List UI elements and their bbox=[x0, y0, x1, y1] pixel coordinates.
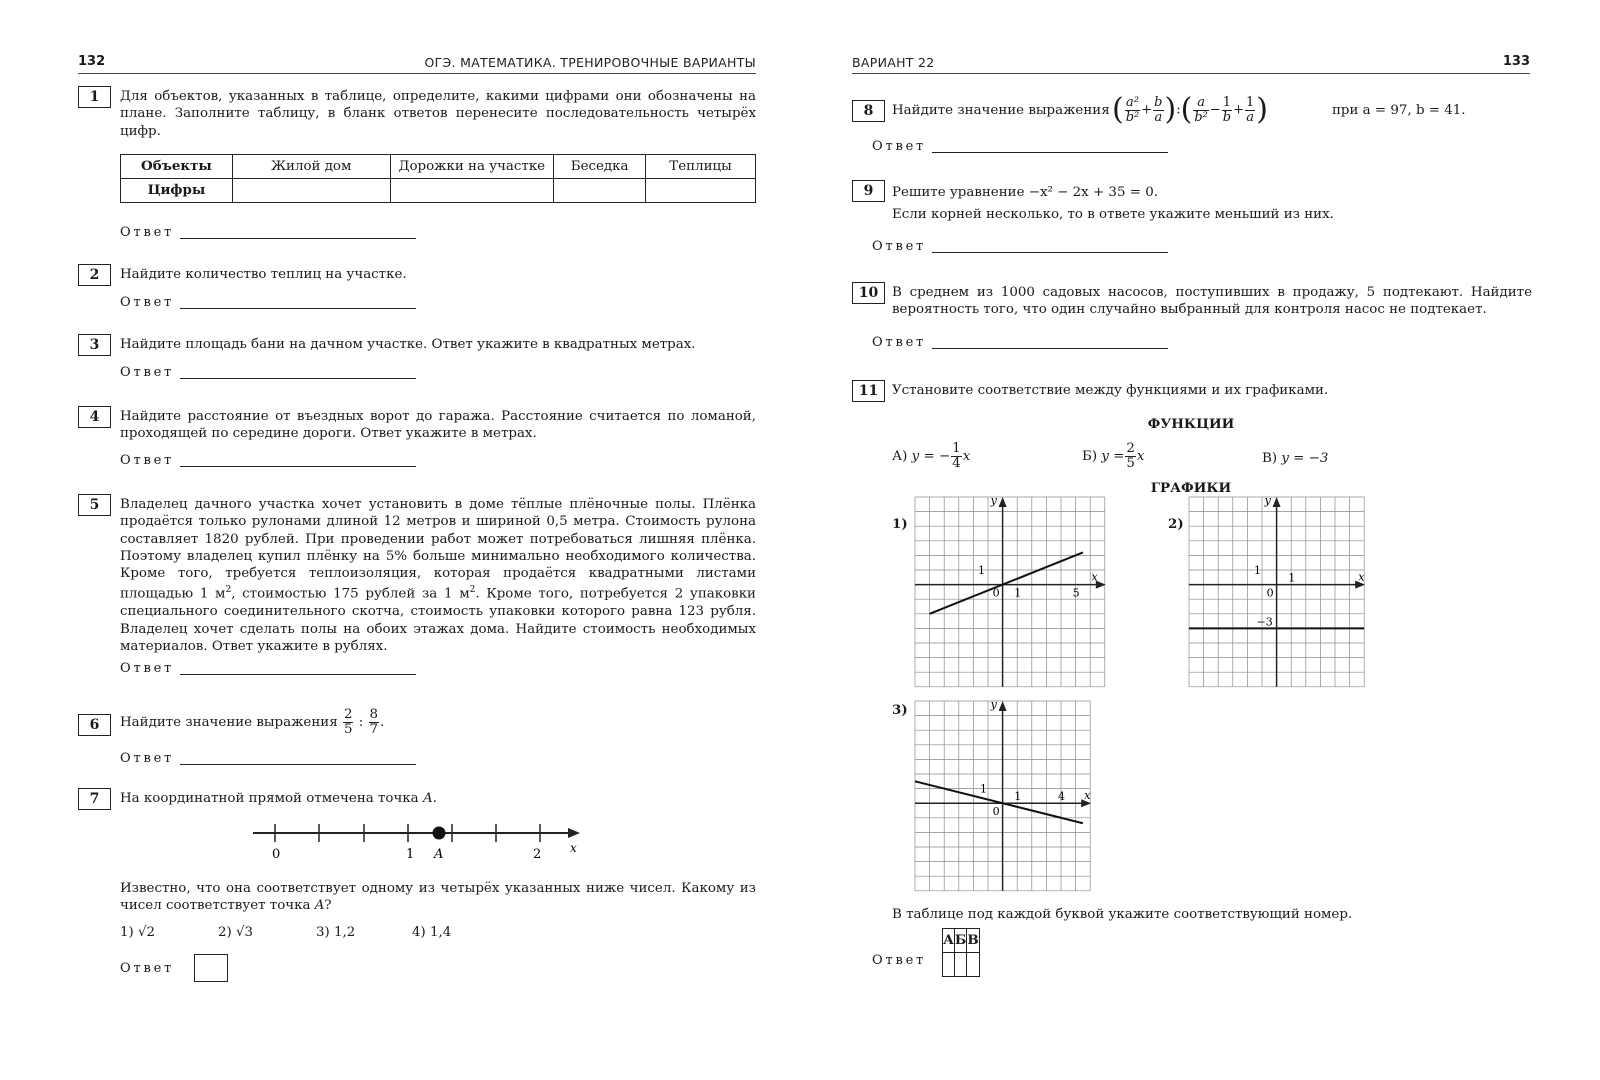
table-head: В bbox=[967, 929, 979, 953]
label-zero: 0 bbox=[992, 586, 1000, 600]
right-page bbox=[800, 0, 1600, 1080]
tick-label: 2 bbox=[533, 847, 542, 862]
graph-label: 3) bbox=[892, 702, 908, 718]
graph-label: 2) bbox=[1168, 516, 1184, 532]
answer-label: Ответ bbox=[120, 751, 175, 766]
tick-label: 1 bbox=[406, 847, 415, 862]
option[interactable]: 2) √3 bbox=[218, 925, 254, 940]
page-number: 132 bbox=[78, 54, 106, 69]
answer-line[interactable] bbox=[180, 466, 416, 467]
label-four: 4 bbox=[1058, 790, 1065, 804]
task-number: 6 bbox=[78, 714, 111, 736]
label-zero: 0 bbox=[992, 805, 1000, 819]
function-a: А) y = − $\frac{1}{4}$ x bbox=[892, 441, 971, 471]
task-text: Найдите площадь бани на дачном участке. Ответ укажите в квадратных метрах. bbox=[120, 337, 696, 352]
answer-label: Ответ bbox=[872, 239, 927, 254]
point-a bbox=[433, 827, 446, 840]
label-zero: 0 bbox=[1266, 586, 1274, 600]
label-x: x bbox=[1091, 570, 1098, 584]
table-cell: Дорожки на участке bbox=[390, 155, 554, 179]
fraction: $\frac{8}{7}$ bbox=[369, 707, 379, 737]
answer-label: Ответ bbox=[872, 335, 927, 350]
table-cell: Цифры bbox=[121, 179, 233, 203]
label-five: 5 bbox=[1072, 586, 1080, 600]
answer-line[interactable] bbox=[180, 764, 416, 765]
task-text: Найдите количество теплиц на участке. bbox=[120, 267, 407, 282]
functions-title: ФУНКЦИИ bbox=[1147, 416, 1235, 432]
task-text: Владелец дачного участка хочет установить в доме тёплые плёночные полы. Плёнка продаётся только рулонами длиной 12 метров и шириной 0,5 метра. Стоимость рулона составляет 1820 рублей. При проведении работ может потребоваться лишняя плёнка. Поэтому владелец купил плёнку на 5% больше минимально необходимого количества. Кроме того, требуется теплоизоляция, которая продаётся квадратными листами площадью 1 $м^2$, стоимостью 175 рублей за 1 $м^2$. Кроме того, потребуется 2 упаковки специального соединительного скотча, стоимость упаковки которого равна 123 рубля. Владелец хочет сделать полы на обоих этажах дома. Найдите стоимость необходимых материалов. Ответ укажите в рублях. bbox=[120, 497, 756, 654]
task-number: 5 bbox=[78, 494, 111, 516]
task-text: На координатной прямой отмечена точка A. bbox=[120, 791, 437, 806]
task-text: В среднем из 1000 садовых насосов, поступивших в продажу, 5 подтекают. Найдите вероятность того, что один случайно выбранный для контроля насос не подтекает. bbox=[892, 285, 1532, 318]
label-minus-three: −3 bbox=[1256, 615, 1273, 629]
label-one-x: 1 bbox=[1014, 790, 1022, 804]
y-arrow bbox=[999, 497, 1007, 507]
label-y: y bbox=[990, 496, 997, 507]
answer-line[interactable] bbox=[180, 238, 416, 239]
label-y: y bbox=[1264, 496, 1271, 507]
answer-box[interactable] bbox=[194, 954, 228, 982]
label-one-x: 1 bbox=[1288, 571, 1296, 585]
fraction: $\frac{2}{5}$ bbox=[343, 707, 353, 737]
task-text: Найдите значение выражения ( $\frac{\text{a²}}{\text{b²}}$ + $\frac{b}{a}$ ):( $\frac{a}{\text{b²}}$ − $\frac{1}{b}$ + $\frac{1}{a}$ ) при a = 97, b = 41. bbox=[892, 90, 1532, 130]
answer-cell[interactable] bbox=[954, 953, 966, 977]
task-text: Решите уравнение −x² − 2x + 35 = 0. bbox=[892, 185, 1158, 200]
task-text-2: Известно, что она соответствует одному из четырёх указанных ниже чисел. Какому из чисел соответствует точка A? bbox=[120, 881, 756, 914]
task-text: Найдите значение выражения $\frac{2}{5}$ : $\frac{8}{7}$ . bbox=[120, 707, 385, 737]
label-x: x bbox=[1358, 570, 1365, 584]
tick-label: 0 bbox=[272, 847, 281, 862]
answer-label: Ответ bbox=[120, 661, 175, 676]
answer-label: Ответ bbox=[872, 953, 927, 968]
graph-label: 1) bbox=[892, 516, 908, 532]
left-running-head bbox=[78, 52, 756, 74]
label-one-y: 1 bbox=[978, 564, 985, 577]
table-cell: Объекты bbox=[121, 155, 233, 179]
task-text: Установите соответствие между функциями и их графиками. bbox=[892, 383, 1329, 398]
running-title: ВАРИАНТ 22 bbox=[852, 55, 935, 70]
label-x: x bbox=[1084, 789, 1091, 803]
graph-1 bbox=[914, 496, 1110, 688]
graph-3 bbox=[914, 700, 1094, 892]
task-number: 3 bbox=[78, 334, 111, 356]
answer-cell[interactable] bbox=[232, 179, 390, 203]
task-number: 11 bbox=[852, 380, 885, 402]
axis-label: x bbox=[570, 841, 577, 855]
task-number: 10 bbox=[852, 282, 885, 304]
table-cell: Беседка bbox=[554, 155, 646, 179]
task-number: 2 bbox=[78, 264, 111, 286]
label-one-y: 1 bbox=[980, 782, 987, 796]
task-text: Найдите расстояние от въездных ворот до гаража. Расстояние считается по ломаной, проходящей по середине дороги. Ответ укажите в метрах. bbox=[120, 409, 756, 442]
answer-line[interactable] bbox=[932, 348, 1168, 349]
point-label: A bbox=[434, 847, 444, 862]
y-arrow bbox=[1273, 497, 1281, 507]
table-cell: Теплицы bbox=[646, 155, 756, 179]
answer-line[interactable] bbox=[932, 152, 1168, 153]
task-number: 4 bbox=[78, 406, 111, 428]
task-number: 8 bbox=[852, 100, 885, 122]
label-y: y bbox=[990, 700, 997, 711]
task-note: В таблице под каждой буквой укажите соответствующий номер. bbox=[892, 907, 1353, 922]
number-line bbox=[248, 816, 588, 864]
label-one-x: 1 bbox=[1014, 586, 1022, 600]
answer-cell[interactable] bbox=[554, 179, 646, 203]
task-number: 7 bbox=[78, 788, 111, 810]
task-text: Для объектов, указанных в таблице, определите, какими цифрами они обозначены на плане. Заполните таблицу, в бланк ответов перенесите последовательность четырёх цифр. bbox=[120, 89, 756, 139]
answer-table bbox=[942, 928, 980, 977]
objects-table bbox=[120, 154, 756, 203]
task-number: 1 bbox=[78, 86, 111, 108]
table-cell: Жилой дом bbox=[232, 155, 390, 179]
expression: ( $\frac{\text{a²}}{\text{b²}}$ + $\frac{b}{a}$ ):( $\frac{a}{\text{b²}}$ − $\frac{1}{b}$ + $\frac{1}{a}$ ) bbox=[1112, 92, 1269, 127]
answer-cell[interactable] bbox=[390, 179, 554, 203]
graph-2 bbox=[1188, 496, 1368, 688]
answer-label: Ответ bbox=[120, 961, 175, 976]
answer-label: Ответ bbox=[120, 225, 175, 240]
option[interactable]: 1) √2 bbox=[120, 925, 156, 940]
right-running-head bbox=[852, 52, 1530, 74]
page-number: 133 bbox=[1502, 54, 1530, 69]
table-head: А bbox=[943, 929, 955, 953]
task-number: 9 bbox=[852, 180, 885, 202]
answer-label: Ответ bbox=[872, 139, 927, 154]
label-one-y: 1 bbox=[1254, 564, 1261, 577]
y-arrow bbox=[999, 701, 1007, 711]
answer-label: Ответ bbox=[120, 365, 175, 380]
running-title: ОГЭ. МАТЕМАТИКА. ТРЕНИРОВОЧНЫЕ ВАРИАНТЫ bbox=[424, 55, 756, 70]
graphs-title: ГРАФИКИ bbox=[1150, 480, 1232, 496]
answer-label: Ответ bbox=[120, 295, 175, 310]
answer-cell[interactable] bbox=[967, 953, 979, 977]
function-b: Б) y = $\frac{2}{5}$ x bbox=[1082, 441, 1145, 471]
answer-cell[interactable] bbox=[646, 179, 756, 203]
answer-label: Ответ bbox=[120, 453, 175, 468]
answer-line[interactable] bbox=[180, 378, 416, 379]
option[interactable]: 4) 1,4 bbox=[412, 925, 452, 940]
answer-cell[interactable] bbox=[943, 953, 955, 977]
answer-line[interactable] bbox=[180, 308, 416, 309]
answer-line[interactable] bbox=[932, 252, 1168, 253]
task-text-2: Если корней несколько, то в ответе укажите меньший из них. bbox=[892, 207, 1334, 222]
function-c: В) y = −3 bbox=[1262, 451, 1329, 466]
table-head: Б bbox=[954, 929, 966, 953]
function-line bbox=[930, 552, 1083, 613]
answer-line[interactable] bbox=[180, 674, 416, 675]
option[interactable]: 3) 1,2 bbox=[316, 925, 356, 940]
